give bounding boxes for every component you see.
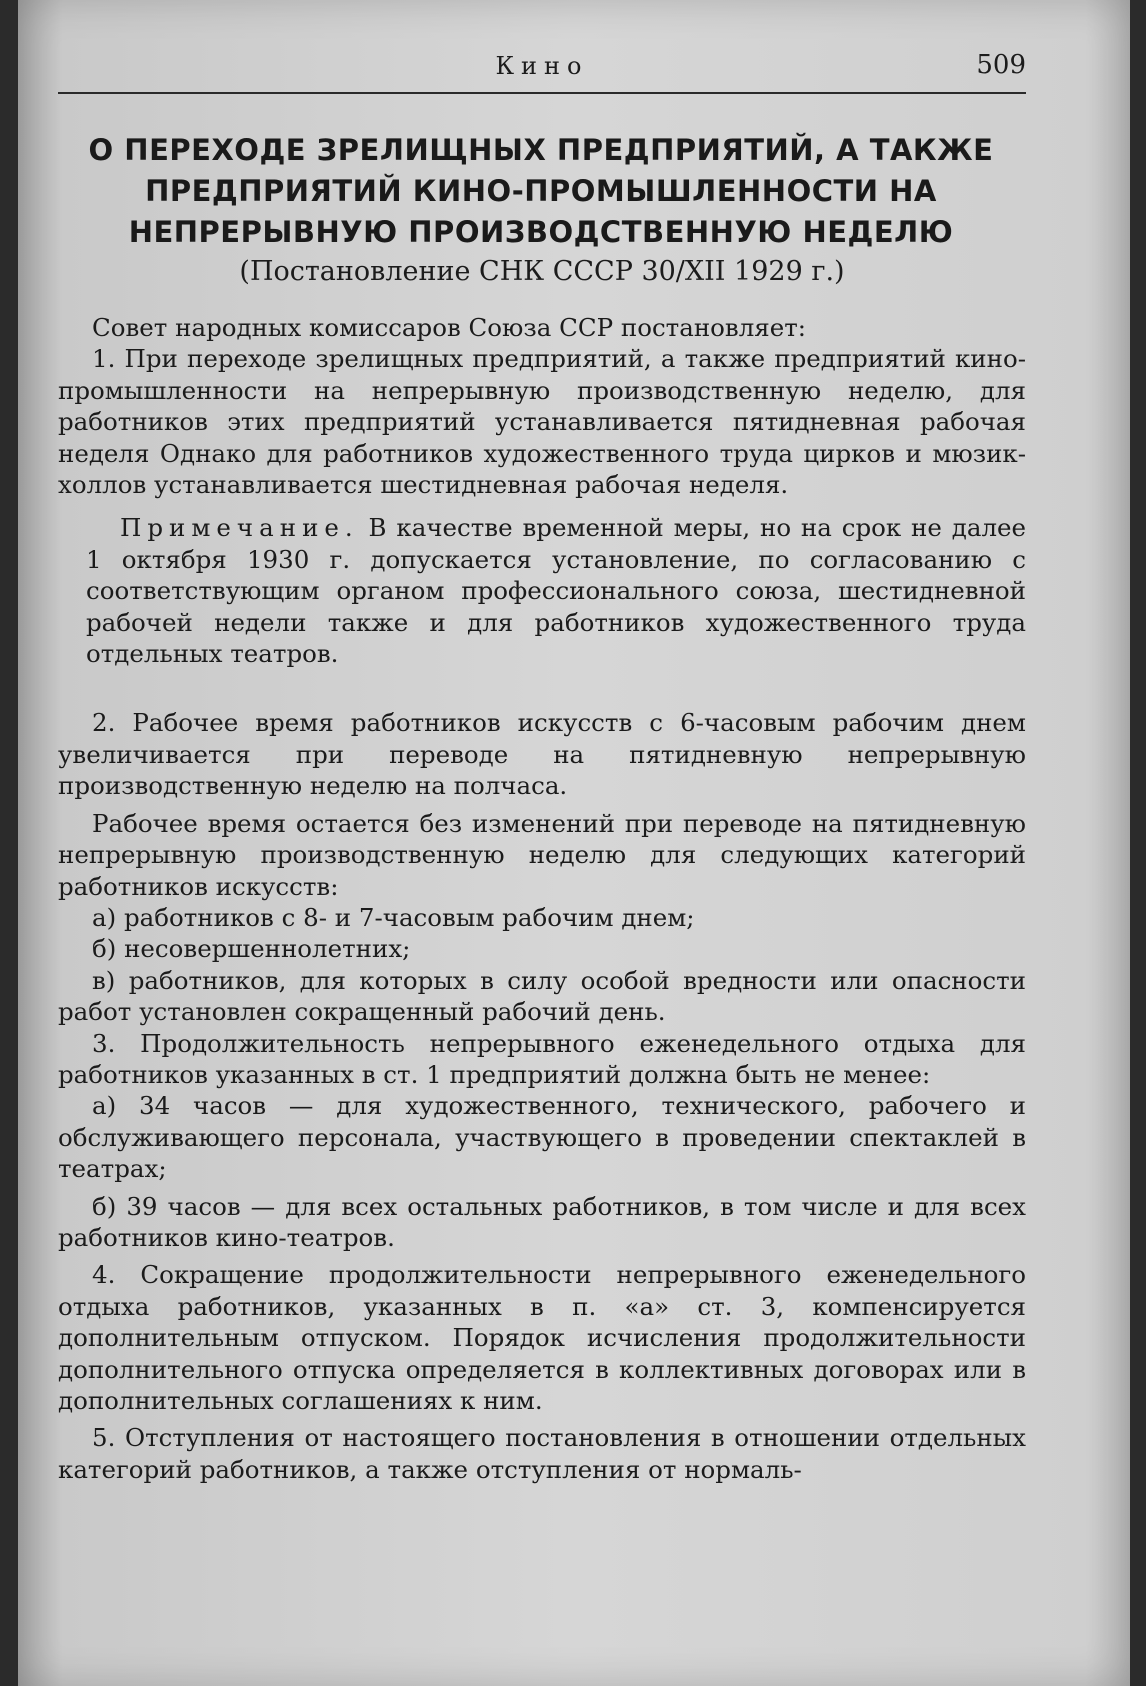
page-number: 509 [976,50,1026,80]
document-title: О ПЕРЕХОДЕ ЗРЕЛИЩНЫХ ПРЕДПРИЯТИЙ, А ТАКЖЕ ПРЕДПРИЯТИЙ КИНО-ПРОМЫШЛЕННОСТИ НА НЕПРЕРЫВНУЮ ПРОИЗВОДСТВЕННУЮ НЕДЕЛЮ [88,133,994,249]
running-header [58,48,1026,94]
paragraph-2-continued: Рабочее время остается без изменений при переводе на пятидневную непрерывную производственную неделю для следующих категорий работников искусств: [58,808,1026,901]
paragraph-2-item-a: а) работников с 8- и 7-часовым рабочим днем; [92,902,695,932]
document-subtitle: (Постановление СНК СССР 30/XII 1929 г.) [239,256,845,287]
paragraph-2-item-b: б) несовершеннолетних; [92,934,411,964]
book-page [18,0,1130,1686]
paragraph-5: 5. Отступления от настоящего постановления в отношении отдельных категорий работников, а также отступления от нормаль- [58,1423,1026,1484]
paragraph-2-item-c: в) работников, для которых в силу особой вредности или опасности работ установлен сокращенный рабочий день. [58,965,1026,1027]
paragraph-3-item-a: а) 34 часов — для художественного, технического, рабочего и обслуживающего персонала, участвующего в проведении спектаклей в театрах; [58,1091,1026,1184]
note-label: Примечание. [120,513,359,543]
paragraph-4: 4. Сокращение продолжительности непрерывного еженедельного отдыха работников, указанных в п. «а» ст. 3, компенсируется дополнительным отпуском. Порядок исчисления продолжительности дополнительного отпуска определяется в коллективных договорах или в дополнительных соглашениях к ним. [58,1260,1026,1415]
note [58,512,1026,669]
document-body [58,312,1026,1485]
note-text: В качестве временной меры, но на срок не далее 1 октября 1930 г. допускается установление, по согласованию с соответствующим органом профессионального союза, шестидневной рабочей недели также и для работников художественного труда отдельных театров. [86,513,1026,669]
paragraph-3: 3. Продолжительность непрерывного еженедельного отдыха для работников указанных в ст. 1 предприятий должна быть не менее: [58,1028,1026,1089]
paragraph-3-item-b: б) 39 часов — для всех остальных работников, в том числе и для всех работников кино-театров. [58,1191,1026,1252]
paragraph-1: 1. При переходе зрелищных предприятий, а также предприятий кино-промышленности на непрерывную производственную неделю, для работников этих предприятий устанавливается пятидневная рабочая неделя Однако для работников художественного труда цирков и мюзик-холлов устанавливается шестидневная рабочая неделя. [58,344,1026,500]
preamble: Совет народных комиссаров Союза ССР постановляет: [92,313,807,342]
running-title: Кино [495,52,589,80]
paragraph-2: 2. Рабочее время работников искусств с 6-часовым рабочим днем увеличивается при переводе на пятидневную непрерывную производственную неделю на полчаса. [58,708,1026,801]
